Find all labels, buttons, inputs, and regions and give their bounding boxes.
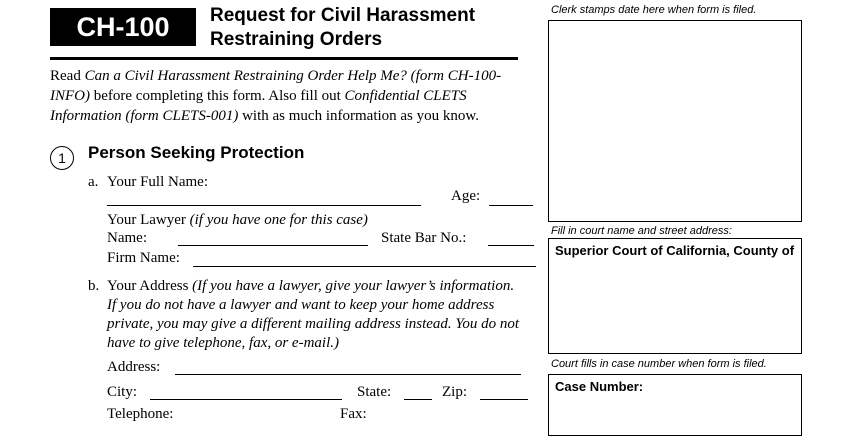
court-name-box[interactable] [548, 238, 802, 354]
intro-form-ref-2: Confidential CLETS Information (form CLETS-001) [50, 88, 467, 124]
age-label: Age: [451, 188, 481, 204]
address-field[interactable] [175, 374, 521, 375]
intro-paragraph [50, 66, 520, 126]
court-name-note: Fill in court name and street address: [551, 225, 732, 237]
telephone-label: Telephone: [107, 406, 174, 422]
form-title-line2: Restraining Orders [210, 29, 383, 50]
zip-label: Zip: [442, 384, 467, 400]
item-a-label: a. [88, 174, 99, 190]
firm-name-field[interactable] [193, 266, 536, 267]
section-title: Person Seeking Protection [88, 143, 305, 162]
state-field[interactable] [404, 399, 432, 400]
full-name-label: Your Full Name: [107, 174, 208, 190]
clerk-stamp-note: Clerk stamps date here when form is filed. [551, 4, 757, 16]
case-number-label: Case Number: [555, 379, 644, 394]
address-instructions [107, 277, 522, 353]
case-number-note: Court fills in case number when form is filed. [551, 358, 767, 370]
item-b-label: b. [88, 278, 100, 294]
lawyer-heading-note: (if you have one for this case) [189, 212, 368, 228]
state-bar-label: State Bar No.: [381, 230, 467, 246]
firm-name-label: Firm Name: [107, 250, 180, 266]
form-title [210, 4, 530, 52]
full-name-field[interactable] [107, 205, 421, 206]
state-bar-field[interactable] [488, 245, 534, 246]
city-label: City: [107, 384, 138, 400]
intro-text-2: before completing this form. Also fill out [90, 88, 345, 104]
lawyer-name-field[interactable] [178, 245, 368, 246]
lawyer-heading [107, 211, 368, 229]
lawyer-name-label: Name: [107, 230, 147, 246]
address-heading: Your Address [107, 278, 193, 294]
form-number-badge: CH-100 [50, 8, 196, 46]
lawyer-heading-text: Your Lawyer [107, 212, 190, 228]
title-rule [50, 57, 518, 60]
intro-form-ref-1: Can a Civil Harassment Restraining Order Help Me? (form CH-100-INFO) [50, 68, 502, 104]
section-number-circle: 1 [50, 146, 74, 170]
zip-field[interactable] [480, 399, 528, 400]
case-number-box [548, 374, 802, 436]
form-title-line1: Request for Civil Harassment [210, 5, 476, 26]
city-field[interactable] [150, 399, 342, 400]
address-label: Address: [107, 359, 161, 375]
address-note: (If you have a lawyer, give your lawyer’s information. If you do not have a lawyer and want to keep your home address private, you may give a different mailing address instead. You do not have to give telephone, fax, or e-mail.) [107, 278, 520, 351]
court-prefill-text: Superior Court of California, County of [555, 243, 795, 258]
intro-text-3: with as much information as you know. [238, 108, 480, 124]
clerk-stamp-box [548, 20, 802, 222]
fax-label: Fax: [340, 406, 367, 422]
state-label: State: [357, 384, 392, 400]
age-field[interactable] [489, 205, 533, 206]
intro-text-1: Read [50, 68, 85, 84]
